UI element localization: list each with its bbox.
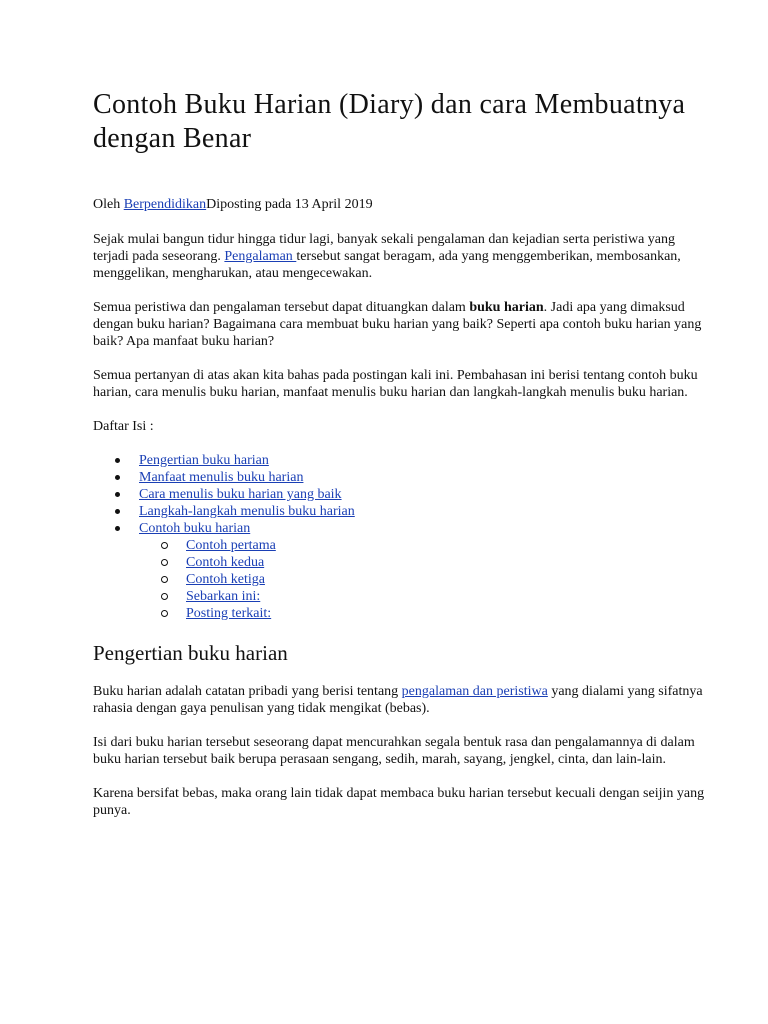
- bullet-icon: [115, 492, 120, 497]
- bullet-icon: [115, 475, 120, 480]
- s1-text-b: yang dialami yang sifatnya rahasia dengan gaya penulisan yang tidak mengikat (bebas).: [93, 684, 703, 716]
- toc-link-posting-terkait[interactable]: Posting terkait:: [186, 606, 272, 621]
- meta-posted-date: Diposting pada 13 April 2019: [206, 197, 373, 212]
- intro-paragraph-2: [93, 299, 708, 350]
- bullet-icon: [115, 458, 120, 463]
- toc-subitem: [93, 537, 708, 554]
- toc-item: [93, 469, 708, 486]
- section-paragraph-3: Karena bersifat bebas, maka orang lain tidak dapat membaca buku harian tersebut kecuali dengan seijin yang punya.: [93, 786, 705, 818]
- toc-subitem: [93, 571, 708, 588]
- toc-subitem: [93, 588, 708, 605]
- toc-item: [93, 503, 708, 520]
- toc-link-contoh-kedua[interactable]: Contoh kedua: [186, 555, 265, 570]
- article-title: Contoh Buku Harian (Diary) dan cara Membuatnya dengan Benar: [93, 89, 686, 154]
- pengalaman-link[interactable]: Pengalaman: [224, 249, 297, 264]
- toc-link-manfaat[interactable]: Manfaat menulis buku harian: [139, 470, 304, 485]
- bullet-icon: [115, 509, 120, 514]
- p2-text-b: . Jadi apa yang dimaksud dengan buku harian? Bagaimana cara membuat buku harian yang baik? Seperti apa contoh buku harian yang baik? Apa manfaat buku harian?: [93, 300, 702, 349]
- section-heading: Pengertian buku harian: [93, 641, 288, 665]
- circle-bullet-icon: [161, 610, 168, 617]
- circle-bullet-icon: [161, 593, 168, 600]
- toc-subitem: [93, 554, 708, 571]
- toc-link-contoh[interactable]: Contoh buku harian: [139, 521, 251, 536]
- toc-label: Daftar Isi :: [93, 419, 154, 434]
- meta-by: Oleh: [93, 197, 124, 212]
- circle-bullet-icon: [161, 559, 168, 566]
- toc-sublist: [139, 537, 708, 622]
- table-of-contents: [93, 452, 708, 622]
- pengalaman-peristiwa-link[interactable]: pengalaman dan peristiwa: [401, 684, 548, 699]
- circle-bullet-icon: [161, 542, 168, 549]
- bullet-icon: [115, 526, 120, 531]
- toc-link-pengertian[interactable]: Pengertian buku harian: [139, 453, 269, 468]
- p1-text-a: Sejak mulai bangun tidur hingga tidur lagi, banyak sekali pengalaman dan kejadian serta peristiwa yang terjadi pada seseorang.: [93, 232, 675, 264]
- s1-text-a: Buku harian adalah catatan pribadi yang berisi tentang: [93, 684, 402, 699]
- toc-subitem: [93, 605, 708, 622]
- toc-link-cara-menulis[interactable]: Cara menulis buku harian yang baik: [139, 487, 342, 502]
- toc-item: [93, 520, 708, 622]
- toc-link-contoh-ketiga[interactable]: Contoh ketiga: [186, 572, 265, 587]
- circle-bullet-icon: [161, 576, 168, 583]
- toc-item: [93, 486, 708, 503]
- toc-link-contoh-pertama[interactable]: Contoh pertama: [186, 538, 276, 553]
- section-paragraph-1: [93, 683, 708, 717]
- intro-paragraph-1: [93, 231, 708, 282]
- toc-link-sebarkan[interactable]: Sebarkan ini:: [186, 589, 261, 604]
- p1-text-b: tersebut sangat beragam, ada yang menggemberikan, membosankan, menggelikan, mengharukan, atau mengecewakan.: [93, 249, 681, 281]
- author-link[interactable]: Berpendidikan: [123, 197, 207, 212]
- intro-paragraph-3: Semua pertanyan di atas akan kita bahas pada postingan kali ini. Pembahasan ini berisi tentang contoh buku harian, cara menulis buku harian, manfaat menulis buku harian dan langkah-langkah menulis buku harian.: [93, 368, 698, 400]
- p2-text-a: Semua peristiwa dan pengalaman tersebut dapat dituangkan dalam: [93, 300, 470, 315]
- section-paragraph-2: Isi dari buku harian tersebut seseorang dapat mencurahkan segala bentuk rasa dan pengalamannya di dalam buku harian tersebut baik berupa perasaan sengang, sedih, marah, sayang, jengkel, cinta, dan lain-lain.: [93, 735, 695, 767]
- toc-link-langkah[interactable]: Langkah-langkah menulis buku harian: [139, 504, 355, 519]
- p2-bold: buku harian: [469, 300, 544, 315]
- toc-item: [93, 452, 708, 469]
- post-meta: [93, 196, 708, 214]
